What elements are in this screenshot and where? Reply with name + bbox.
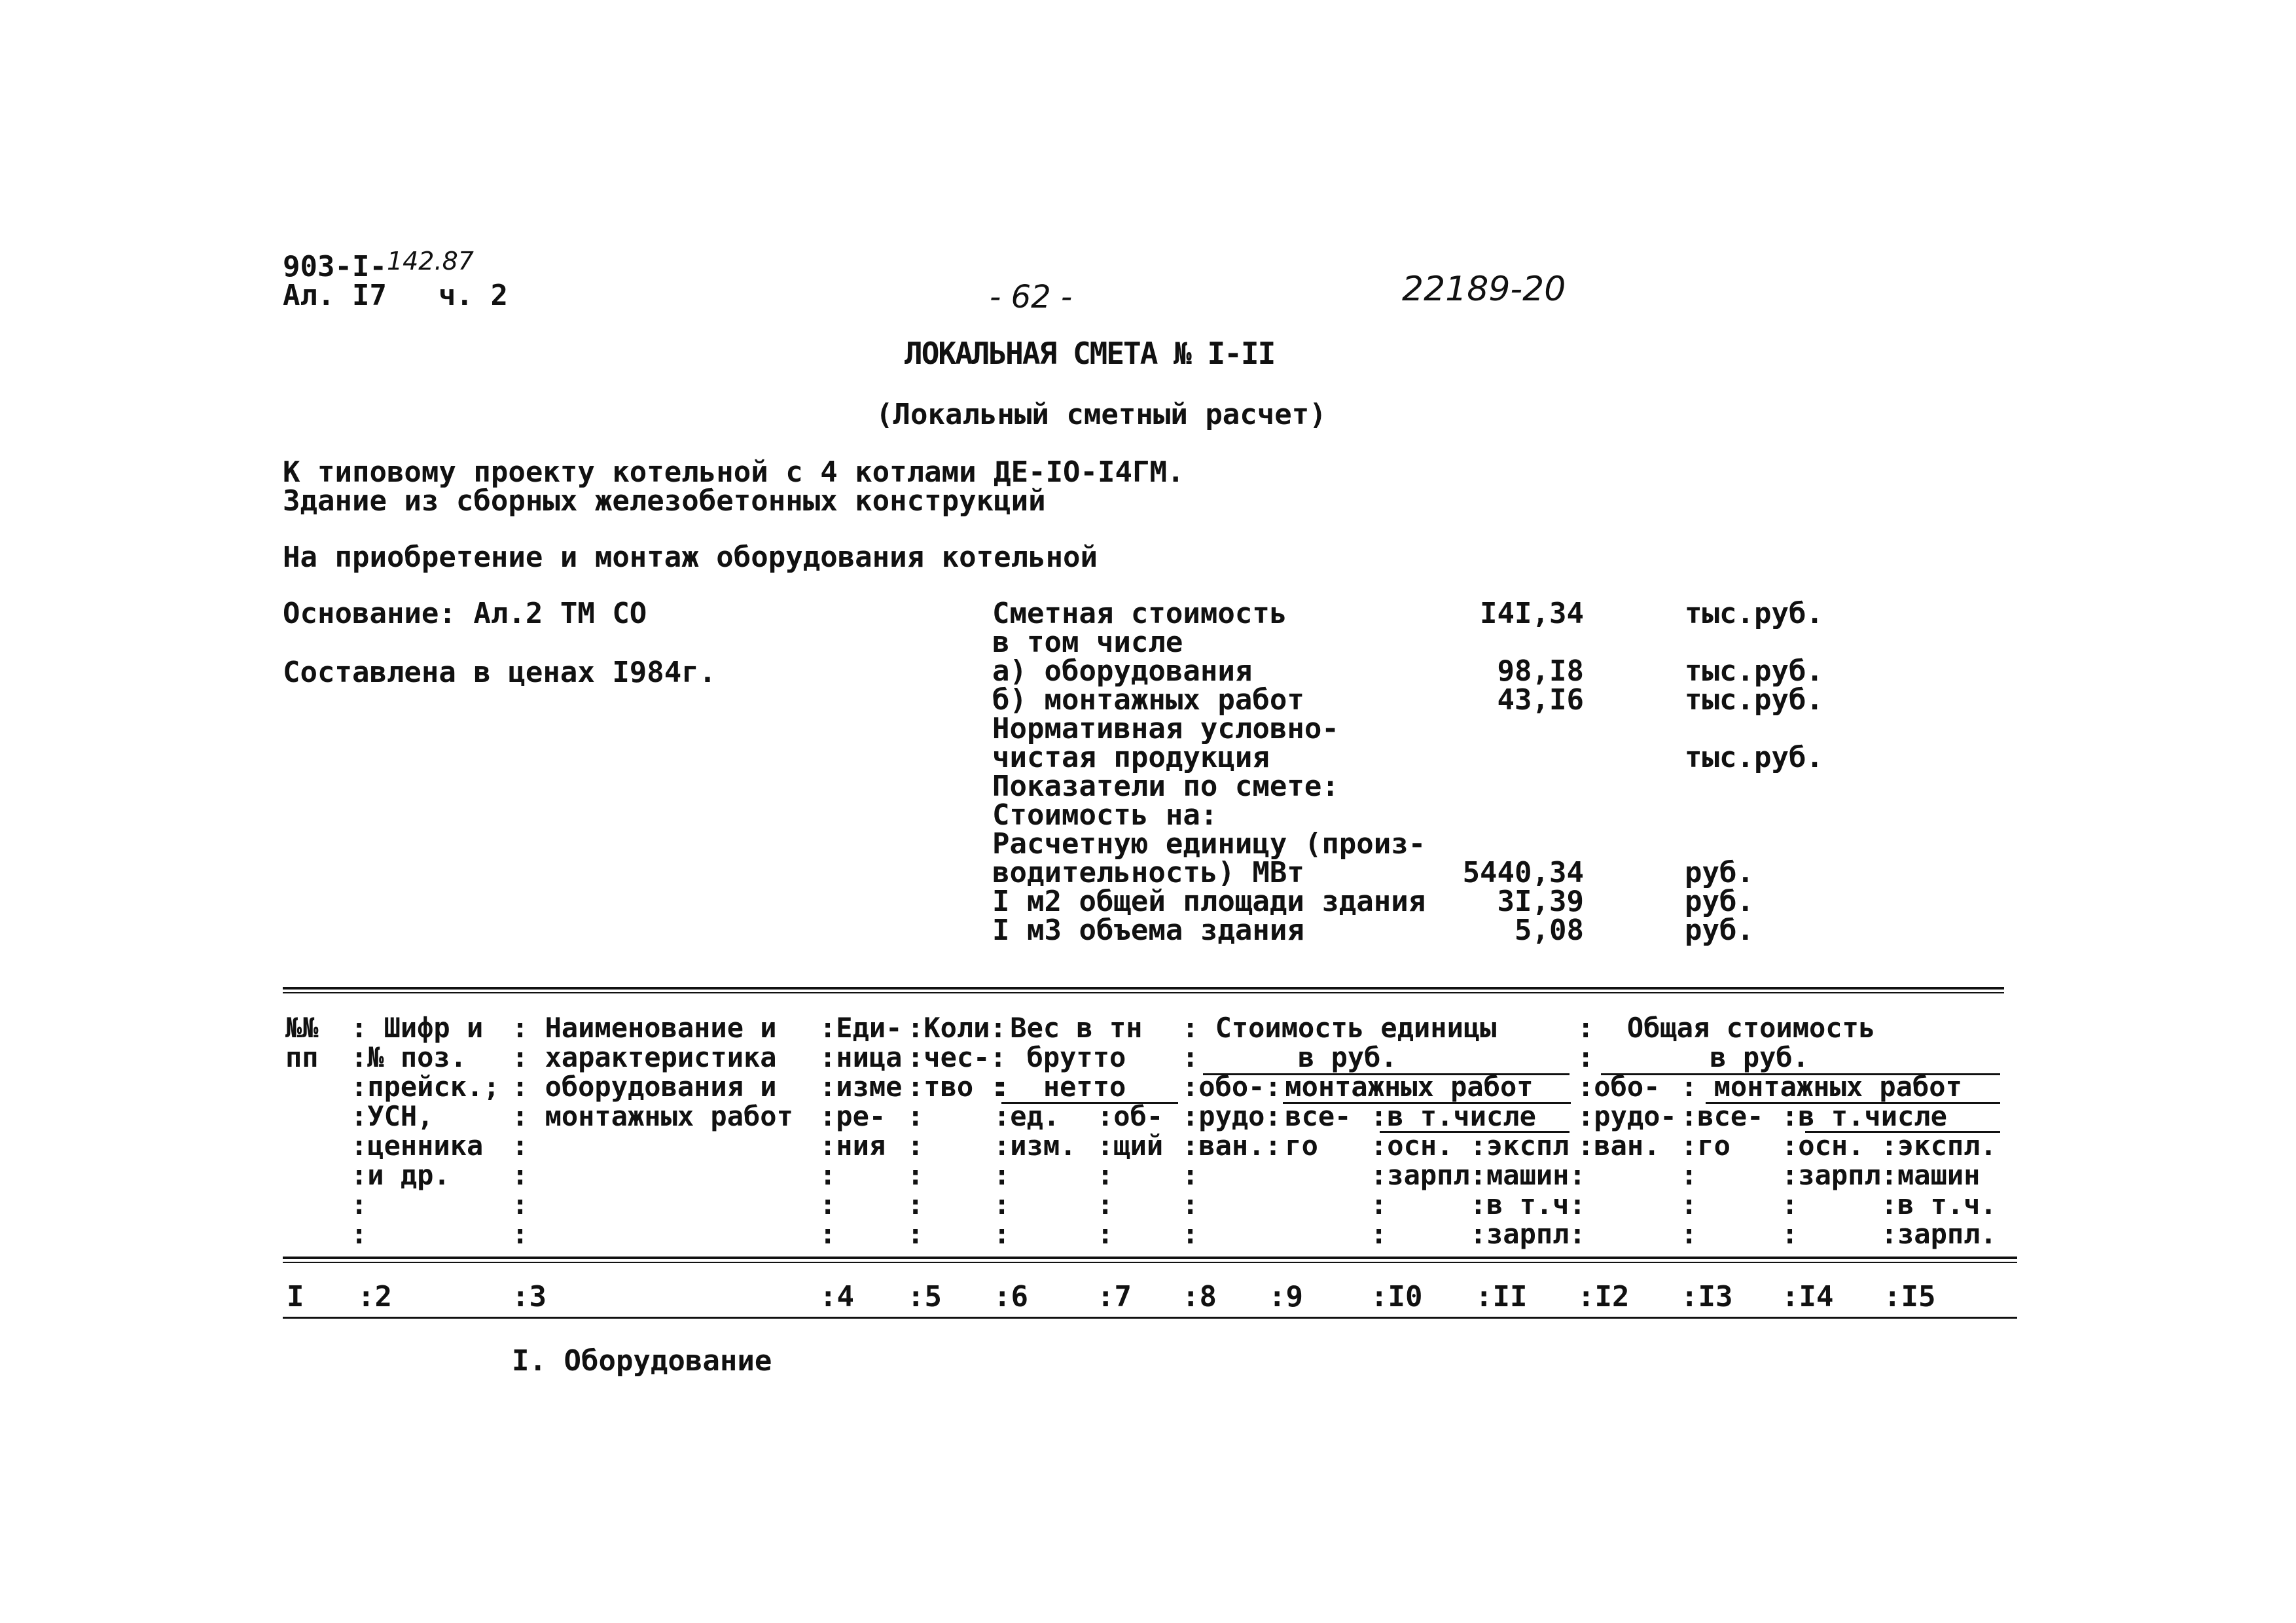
col-code-header: : Шифр и :№ поз. :прейск.; :УСН, :ценника :и др. : : bbox=[351, 1012, 500, 1250]
basis-line: Основание: Ал.2 ТМ СО bbox=[283, 597, 647, 630]
doc-code bbox=[283, 247, 474, 283]
summary-value: 5,08 bbox=[1515, 914, 1584, 947]
prices-line: Составлена в ценах I984г. bbox=[283, 656, 717, 689]
col-unit-install-header: монтажных работ все- го bbox=[1285, 1071, 1534, 1162]
col-name-header: : Наименование и : характеристика : оборудования и : монтажных работ : : : : bbox=[512, 1012, 793, 1250]
column-number: :4 bbox=[819, 1280, 854, 1313]
doc-code-handwritten: 142.87 bbox=[386, 247, 474, 276]
project-line-1: К типовому проекту котельной с 4 котлами ДЕ-IO-I4ГМ. bbox=[283, 455, 1185, 489]
column-number: :I5 bbox=[1884, 1280, 1936, 1313]
summary-label: I м3 объема здания bbox=[992, 914, 1304, 947]
header-underline bbox=[1203, 1073, 1570, 1075]
summary-unit: руб. bbox=[1685, 885, 1754, 918]
header-underline bbox=[1380, 1131, 1570, 1133]
col-weight-total-header: :об- :щий : : : bbox=[1097, 1100, 1164, 1250]
table-top-rule bbox=[283, 987, 2004, 993]
summary-unit: руб. bbox=[1685, 856, 1754, 889]
summary-unit: тыс.руб. bbox=[1685, 597, 1823, 630]
column-number: :3 bbox=[512, 1280, 547, 1313]
column-number: :7 bbox=[1097, 1280, 1132, 1313]
summary-label: Стоимость на: bbox=[992, 798, 1218, 832]
summary-value: I4I,34 bbox=[1480, 597, 1584, 630]
summary-label: в том числе bbox=[992, 626, 1183, 659]
header-underline bbox=[1805, 1131, 2000, 1133]
column-numbers-rule bbox=[283, 1317, 2017, 1319]
summary-value: 43,I6 bbox=[1497, 683, 1584, 717]
column-number: :8 bbox=[1182, 1280, 1217, 1313]
summary-label: а) оборудования bbox=[992, 654, 1253, 688]
header-underline bbox=[1601, 1073, 2000, 1075]
column-number: :II bbox=[1475, 1280, 1528, 1313]
col-total-cost-header: : Общая стоимость : в руб. :обо- :рудо- :ван. bbox=[1577, 1012, 1876, 1162]
project-line-2: Здание из сборных железобетонных конструкций bbox=[283, 484, 1046, 518]
summary-label: б) монтажных работ bbox=[992, 683, 1304, 717]
col-number-header: №№ пп bbox=[285, 1012, 319, 1073]
column-number: :9 bbox=[1268, 1280, 1303, 1313]
summary-unit: тыс.руб. bbox=[1685, 654, 1823, 688]
column-number: :I2 bbox=[1577, 1280, 1630, 1313]
summary-label: Расчетную единицу (произ- bbox=[992, 827, 1426, 861]
summary-unit: тыс.руб. bbox=[1685, 741, 1823, 774]
summary-value: 98,I8 bbox=[1497, 654, 1584, 688]
column-number: :I4 bbox=[1782, 1280, 1834, 1313]
column-number: :6 bbox=[994, 1280, 1028, 1313]
column-number: :5 bbox=[907, 1280, 942, 1313]
col-unit-header: :Еди- :ница :изме :ре- :ния : : : bbox=[819, 1012, 903, 1250]
table-header-bottom-rule bbox=[283, 1257, 2017, 1263]
col-total-install-header: : монтажных работ :все- :го : : : bbox=[1681, 1071, 1962, 1250]
col-unit-incl-header: :в т.числе :осн. :экспл :зарпл:машин: : :в т.ч: : :зарпл: bbox=[1371, 1100, 1586, 1250]
column-number: :I0 bbox=[1371, 1280, 1423, 1313]
page-subtitle: (Локальный сметный расчет) bbox=[876, 398, 1327, 431]
col-unit-cost-header: : Стоимость единицы : в руб. :обо-: :рудо: :ван.: : : : bbox=[1182, 1012, 1497, 1250]
summary-label: Сметная стоимость bbox=[992, 597, 1287, 630]
page-title: ЛОКАЛЬНАЯ СМЕТА № I-II bbox=[905, 336, 1275, 371]
col-total-incl-header: :в т.числе :осн. :экспл. :зарпл:машин : :в т.ч. : :зарпл. bbox=[1782, 1100, 1997, 1250]
section-title: I. Оборудование bbox=[512, 1344, 772, 1378]
summary-value: 5440,34 bbox=[1462, 856, 1584, 889]
doc-code-prefix: 903-I- bbox=[283, 250, 387, 283]
header-underline bbox=[1706, 1102, 2000, 1104]
purpose-line: На приобретение и монтаж оборудования котельной bbox=[283, 541, 1098, 574]
column-number: I bbox=[287, 1280, 304, 1313]
summary-label: Нормативная условно- bbox=[992, 712, 1339, 745]
summary-label: I м2 общей площади здания bbox=[992, 885, 1426, 918]
album-label: Ал. I7 bbox=[283, 279, 387, 312]
inventory-number: 22189-20 bbox=[1402, 270, 1566, 309]
col-qty-header: :Коли: :чес-: :тво : : : : : : bbox=[907, 1012, 1007, 1250]
summary-unit: руб. bbox=[1685, 914, 1754, 947]
summary-label: Показатели по смете: bbox=[992, 770, 1339, 803]
page-number: - 62 - bbox=[990, 279, 1073, 315]
summary-value: 3I,39 bbox=[1497, 885, 1584, 918]
column-number: :2 bbox=[357, 1280, 392, 1313]
summary-label: чистая продукция bbox=[992, 741, 1270, 774]
summary-unit: тыс.руб. bbox=[1685, 683, 1823, 717]
column-number: :I3 bbox=[1681, 1280, 1733, 1313]
summary-label: водительность) МВт bbox=[992, 856, 1304, 889]
col-weight-header: Вес в тн брутто : нетто :ед. :изм. : : : bbox=[994, 1012, 1143, 1250]
header-underline bbox=[1001, 1102, 1178, 1104]
part-label: ч. 2 bbox=[439, 279, 508, 312]
header-underline bbox=[1283, 1102, 1571, 1104]
